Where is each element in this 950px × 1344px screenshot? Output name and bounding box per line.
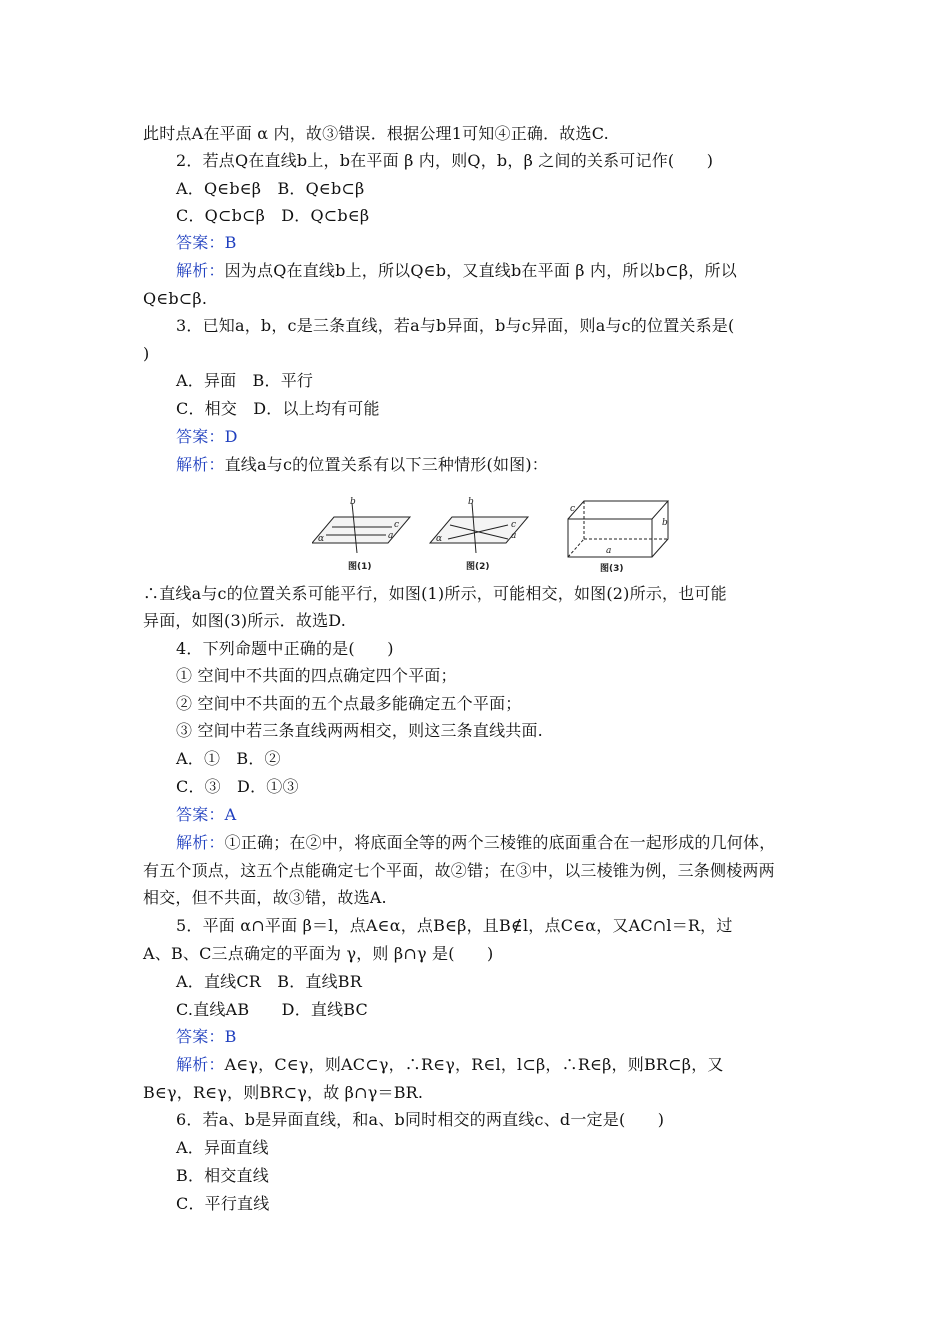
- analysis-label: 解析：: [176, 455, 225, 474]
- option-line: A．Q∈b∈β B．Q∈b⊂β: [176, 179, 365, 198]
- analysis-label: 解析：: [176, 833, 225, 852]
- label-a: a: [388, 531, 394, 541]
- analysis-text: 解析：直线a与c的位置关系有以下三种情形(如图)：: [176, 455, 548, 474]
- statement-3: ③ 空间中若三条直线两两相交，则这三条直线共面.: [176, 721, 543, 740]
- question-4: 4．下列命题中正确的是( ): [176, 639, 394, 658]
- label-c: c: [570, 504, 576, 514]
- text-line: A、B、C三点确定的平面为 γ，则 β∩γ 是( ): [143, 944, 494, 963]
- caption-2: 图(2): [466, 562, 490, 572]
- option-line: A．异面 B．平行: [176, 371, 314, 390]
- caption-3: 图(3): [600, 564, 624, 574]
- label-b: b: [468, 497, 474, 507]
- label-b: b: [350, 497, 356, 507]
- geometry-figure: [312, 495, 684, 577]
- label-b: b: [662, 518, 668, 528]
- label-alpha: α: [436, 534, 443, 544]
- option-line: C.直线AB D．直线BC: [176, 1000, 368, 1019]
- text-line: 异面，如图(3)所示．故选D.: [143, 611, 347, 630]
- option-line: C．Q⊂b⊂β D．Q⊂b∈β: [176, 206, 370, 225]
- statement-2: ② 空间中不共面的五个点最多能确定五个平面；: [176, 694, 522, 713]
- text-line: B∈γ，R∈γ，则BR⊂γ，故 β∩γ＝BR.: [143, 1083, 424, 1102]
- statement-1: ① 空间中不共面的四点确定四个平面；: [176, 666, 457, 685]
- label-c: c: [511, 520, 517, 530]
- text-line: ): [143, 344, 150, 363]
- label-a: a: [511, 531, 517, 541]
- option-line: A．① B．②: [176, 749, 281, 768]
- text-line: 相交，但不共面，故③错，故选A.: [143, 888, 387, 907]
- option-line: C．相交 D．以上均有可能: [176, 399, 380, 418]
- analysis-label: 解析：: [176, 1055, 225, 1074]
- option-line: A．直线CR B．直线BR: [176, 972, 363, 991]
- analysis-text: 解析：①正确；在②中，将底面全等的两个三棱锥的底面重合在一起形成的几何体，: [176, 833, 776, 852]
- analysis-text: 解析：A∈γ，C∈γ，则AC⊂γ，∴R∈γ，R∈l，l⊂β，∴R∈β，则BR⊂β，又: [176, 1055, 724, 1074]
- answer-label: 答案：B: [176, 233, 237, 252]
- text-line: 有五个顶点，这五个点能确定七个平面，故②错；在③中，以三棱锥为例，三条侧棱两两: [143, 861, 775, 880]
- question-5: 5．平面 α∩平面 β＝l，点A∈α，点B∈β，且B∉l，点C∈α，又AC∩l＝R，过: [176, 916, 733, 935]
- answer-label: 答案：B: [176, 1027, 237, 1046]
- text-line: Q∈b⊂β.: [143, 289, 208, 308]
- question-3: 3．已知a，b，c是三条直线，若a与b异面，b与c异面，则a与c的位置关系是(: [176, 316, 735, 335]
- caption-1: 图(1): [348, 562, 372, 572]
- option-line: C．平行直线: [176, 1194, 270, 1213]
- figure-3: [568, 501, 668, 557]
- analysis-text: 解析：因为点Q在直线b上，所以Q∈b，又直线b在平面 β 内，所以b⊂β，所以: [176, 261, 737, 280]
- text-line: 此时点A在平面 α 内，故③错误．根据公理1可知④正确．故选C.: [143, 124, 609, 143]
- label-c: c: [394, 520, 400, 530]
- answer-label: 答案：A: [176, 805, 237, 824]
- analysis-label: 解析：: [176, 261, 225, 280]
- option-line: B．相交直线: [176, 1166, 269, 1185]
- label-alpha: α: [318, 534, 325, 544]
- answer-label: 答案：D: [176, 427, 238, 446]
- question-6: 6．若a、b是异面直线，和a、b同时相交的两直线c、d一定是( ): [176, 1110, 665, 1129]
- option-line: A．异面直线: [176, 1138, 269, 1157]
- text-line: ∴直线a与c的位置关系可能平行，如图(1)所示，可能相交，如图(2)所示，也可能: [143, 584, 727, 603]
- option-line: C．③ D．①③: [176, 777, 299, 796]
- label-a: a: [606, 546, 612, 556]
- question-2: 2．若点Q在直线b上，b在平面 β 内，则Q，b，β 之间的关系可记作( ): [176, 151, 714, 170]
